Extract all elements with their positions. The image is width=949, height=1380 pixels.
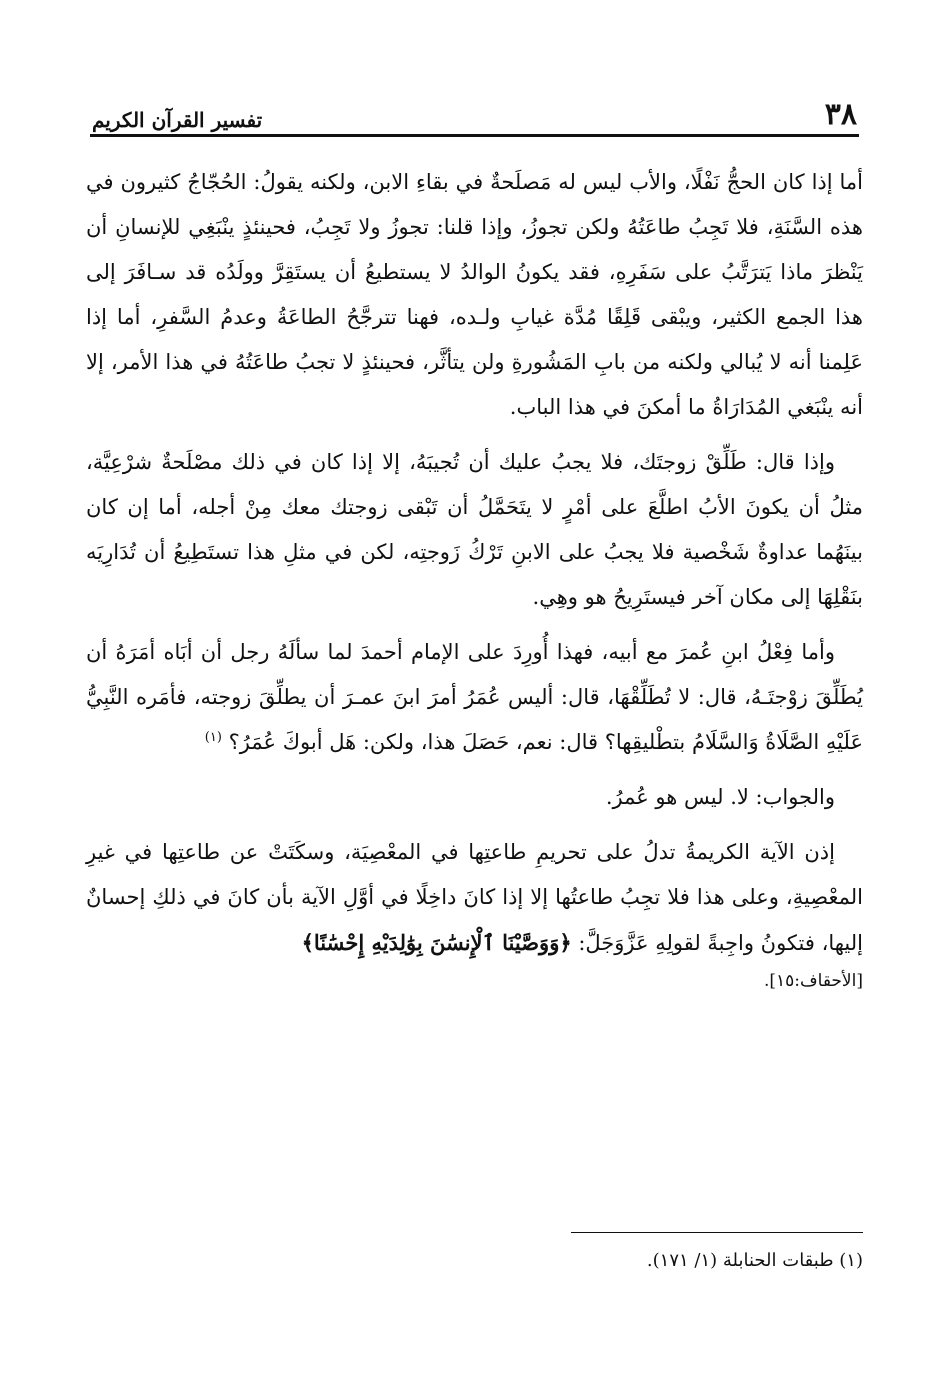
paragraph-hajj [86, 160, 863, 430]
quran-verse: ﴿وَوَصَّيْنَا ٱلْإِنسَٰنَ بِوَٰلِدَيْهِ إِحْسَٰنًا﴾ [301, 930, 572, 955]
paragraph-text: أما إذا كان الحجُّ نَفْلًا، والأب ليس له مَصلَحةٌ في بقاءِ الابن، ولكنه يقولُ: الحُجّاجُ كثيرون في هذه السَّنَةِ، فلا تَجِبُ طاعَتُهُ ولكن تجوزُ، وإذا قلنا: تجوزُ ولا تَجِبُ، فحينئذٍ ينْبَغِي للإنسانِ أن يَنْظرَ ماذا يَترَتَّبُ على سَفَرِهِ، فقد يكونُ الوالدُ لا يستطيعُ أن يستَقِرَّ وولَدُه قد سـافَرَ إلى هذا الجمع الكثير، ويبْقى قَلِقًا مُدَّة غيابِ ولـده، فهنا تترجَّحُ الطاعَةُ وعدمُ السَّفرِ، أما إذا عَلِمنا أنه لا يُبالي ولكنه من بابِ المَشُورةِ ولن يتأثَّر، فحينئذٍ لا تجبُ طاعَتُهُ في هذا الأمر، إلا أنه ينْبَغي المُدَارَاةُ ما أمكنَ في هذا الباب. [86, 170, 863, 419]
footnote-divider [571, 1232, 863, 1233]
paragraph-verse [86, 830, 863, 996]
paragraph-text: إذن الآية الكريمةُ تدلُ على تحريمِ طاعتِها في المعْصِيَة، وسكَتَتْ عن طاعتِها في غيرِ المعْصِيةِ، وعلى هذا فلا تجِبُ طاعتُها إلا إذا كانَ داخِلًا في أوَّلِ الآية بأن كانَ في ذلكِ إحسانٌ إليها، فتكونُ واجِبةً لقولِهِ عَزَّوَجَلَّ: [86, 840, 863, 955]
page-body [86, 160, 863, 1006]
paragraph-text: وإذا قال: طَلِّقْ زوجتَك، فلا يجبُ عليك أن تُجيبَهُ، إلا إذا كان في ذلك مصْلَحةٌ شرْعِيَّة، مثلُ أن يكونَ الأبُ اطلَّعَ على أمْرٍ لا يتَحَمَّلُ أن تَبْقى زوجتك معك مِنْ أجله، أما إن كان بينَهُما عداوةٌ شَخْصية فلا يجبُ على الابنِ تَرْكُ زَوجتِه، لكن في مثلِ هذا تستَطِيعُ أن تُدَارِيَه بنَقْلِهَا إلى مكان آخر فيستَرِيحُ هو وهِي. [86, 450, 863, 609]
paragraph-divorce [86, 440, 863, 620]
paragraph-ibn-umar [86, 630, 863, 765]
paragraph-answer [86, 775, 863, 820]
paragraph-text: والجواب: لا. ليس هو عُمرُ. [605, 785, 835, 809]
footnote: (١) طبقات الحنابلة (١/ ١٧١). [646, 1250, 863, 1271]
page-number: ٣٨ [824, 97, 857, 132]
footnote-reference: (١) [204, 730, 222, 745]
running-title: تفسير القرآن الكريم [92, 108, 263, 132]
header-divider [90, 134, 859, 137]
page-header [92, 96, 857, 130]
verse-citation: [الأحقاف:١٥]. [763, 971, 863, 991]
paragraph-text: وأما فِعْلُ ابنِ عُمرَ مع أبيه، فهذا أُورِدَ على الإمام أحمدَ لما سألَهُ رجل أن أبَاه أمَرَهُ أن يُطَلِّقَ زوْجتَـهُ، قال: لا تُطَلِّقْهَا، قال: أليس عُمَرُ أمرَ ابنَ عمـرَ أن يطلِّقَ زوجته، فأمَره النَّبِيُّ عَلَيْهِ الصَّلَاةُ وَالسَّلَامُ بتطْليقِها؟ قال: نعم، حَصَلَ هذا، ولكن: هَل أبوكَ عُمَرُ؟ [86, 640, 863, 754]
